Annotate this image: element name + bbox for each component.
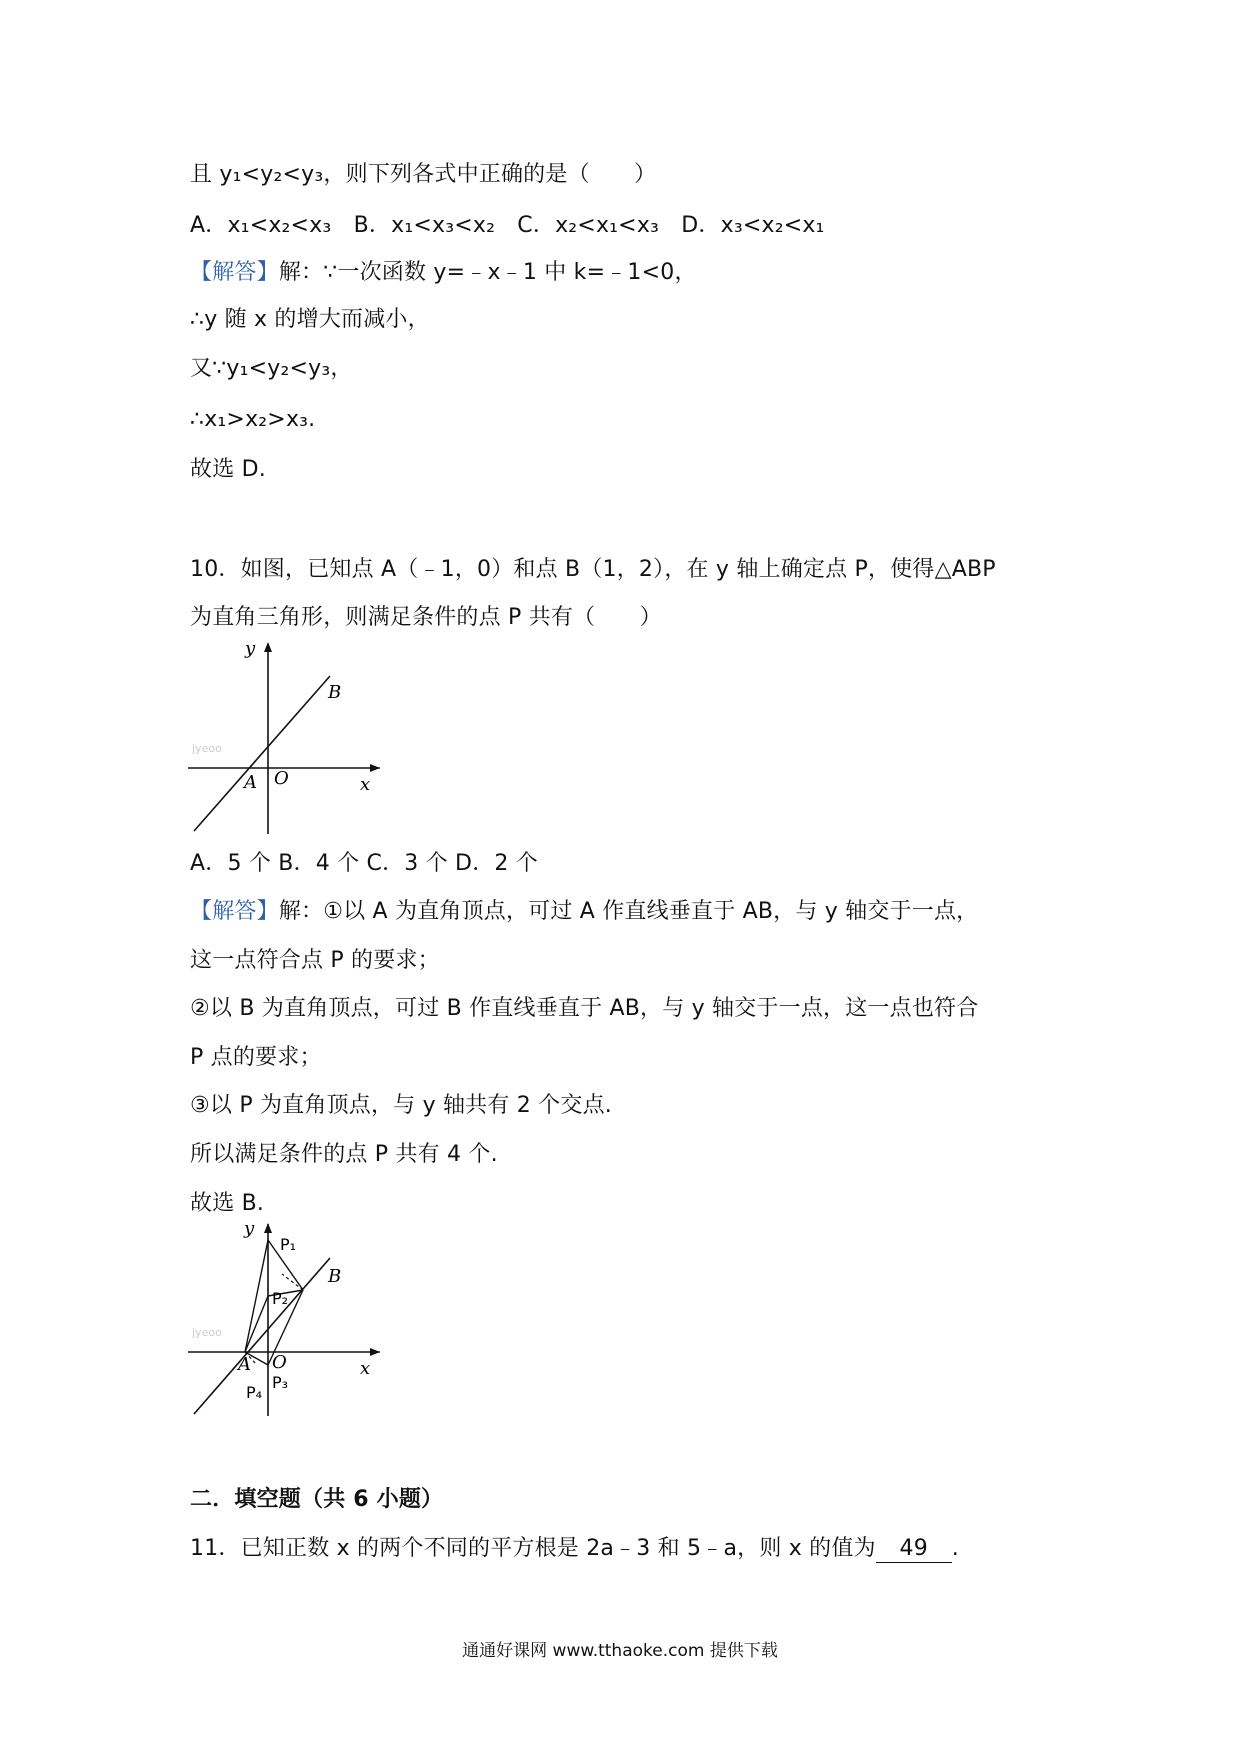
q10-solution-line-7: 故选 B. bbox=[190, 1191, 265, 1216]
label-y: y bbox=[245, 638, 256, 659]
q9-stem-end: 且 y₁<y₂<y₃，则下列各式中正确的是（ ） bbox=[190, 162, 657, 187]
label-p2: P₂ bbox=[272, 1289, 289, 1308]
label-origin: O bbox=[272, 1352, 287, 1373]
q10-solution-line-4: P 点的要求； bbox=[190, 1045, 322, 1070]
q9-solution-line-3: 又∵y₁<y₂<y₃， bbox=[190, 356, 353, 381]
y-axis-arrow bbox=[264, 642, 272, 652]
q9-solution-line-5: 故选 D. bbox=[190, 457, 266, 482]
label-x: x bbox=[360, 774, 371, 795]
label-p4: P₄ bbox=[246, 1383, 263, 1402]
label-y: y bbox=[244, 1220, 255, 1239]
label-b: B bbox=[328, 1266, 342, 1287]
segment-a-p1 bbox=[245, 1240, 268, 1352]
watermark: jyeoo bbox=[192, 1326, 222, 1339]
q10-solution-line-6: 所以满足条件的点 P 共有 4 个. bbox=[190, 1142, 498, 1167]
q10-figure-1 bbox=[188, 638, 388, 838]
coordinate-diagram bbox=[188, 638, 388, 838]
q10-stem-line-1: 10．如图，已知点 A（﹣1，0）和点 B（1，2），在 y 轴上确定点 P，使得△ABP bbox=[190, 557, 996, 582]
segment-a-p2 bbox=[245, 1296, 268, 1352]
answer-tag: 【解答】 bbox=[190, 899, 279, 924]
x-axis-arrow bbox=[370, 764, 380, 772]
label-a: A bbox=[238, 1354, 251, 1375]
q10-solution-line-3: ②以 B 为直角顶点，可过 B 作直线垂直于 AB，与 y 轴交于一点，这一点也符合 bbox=[190, 996, 979, 1021]
y-axis-arrow bbox=[264, 1223, 272, 1233]
solution-diagram bbox=[188, 1220, 388, 1420]
q10-stem-line-2: 为直角三角形，则满足条件的点 P 共有（ ） bbox=[190, 605, 662, 630]
label-b: B bbox=[328, 682, 342, 703]
dashed-guide bbox=[282, 1274, 303, 1290]
label-origin: O bbox=[274, 768, 289, 789]
x-axis-arrow bbox=[370, 1348, 380, 1356]
q10-options: A．5 个 B．4 个 C．3 个 D．2 个 bbox=[190, 851, 538, 876]
label-p3: P₃ bbox=[272, 1373, 289, 1392]
q10-solution-line-1: 【解答】解：①以 A 为直角顶点，可过 A 作直线垂直于 AB，与 y 轴交于一点， bbox=[190, 899, 979, 924]
q11-stem: 11．已知正数 x 的两个不同的平方根是 2a﹣3 和 5﹣a，则 x 的值为 49 . bbox=[190, 1536, 959, 1561]
q9-solution-line-1: 【解答】解：∵一次函数 y=﹣x﹣1 中 k=﹣1<0， bbox=[190, 260, 697, 285]
label-a: A bbox=[244, 772, 257, 793]
q9-solution-line-2: ∴y 随 x 的增大而减小， bbox=[190, 307, 430, 332]
page-footer: 通通好课网 www.tthaoke.com 提供下载 bbox=[462, 1641, 778, 1661]
watermark: jyeoo bbox=[192, 742, 222, 755]
answer-tag: 【解答】 bbox=[190, 260, 279, 285]
q9-options: A．x₁<x₂<x₃ B．x₁<x₃<x₂ C．x₂<x₁<x₃ D．x₃<x₂<x₁ bbox=[190, 213, 825, 238]
label-x: x bbox=[360, 1358, 371, 1379]
q10-figure-2 bbox=[188, 1220, 388, 1420]
q10-solution-line-5: ③以 P 为直角顶点，与 y 轴共有 2 个交点. bbox=[190, 1093, 612, 1118]
q9-solution-line-4: ∴x₁>x₂>x₃. bbox=[190, 407, 316, 432]
section-heading: 二．填空题（共 6 小题） bbox=[190, 1487, 444, 1512]
q11-answer-blank: 49 bbox=[876, 1536, 952, 1563]
q10-solution-line-2: 这一点符合点 P 的要求； bbox=[190, 948, 440, 973]
label-p1: P₁ bbox=[280, 1235, 297, 1254]
